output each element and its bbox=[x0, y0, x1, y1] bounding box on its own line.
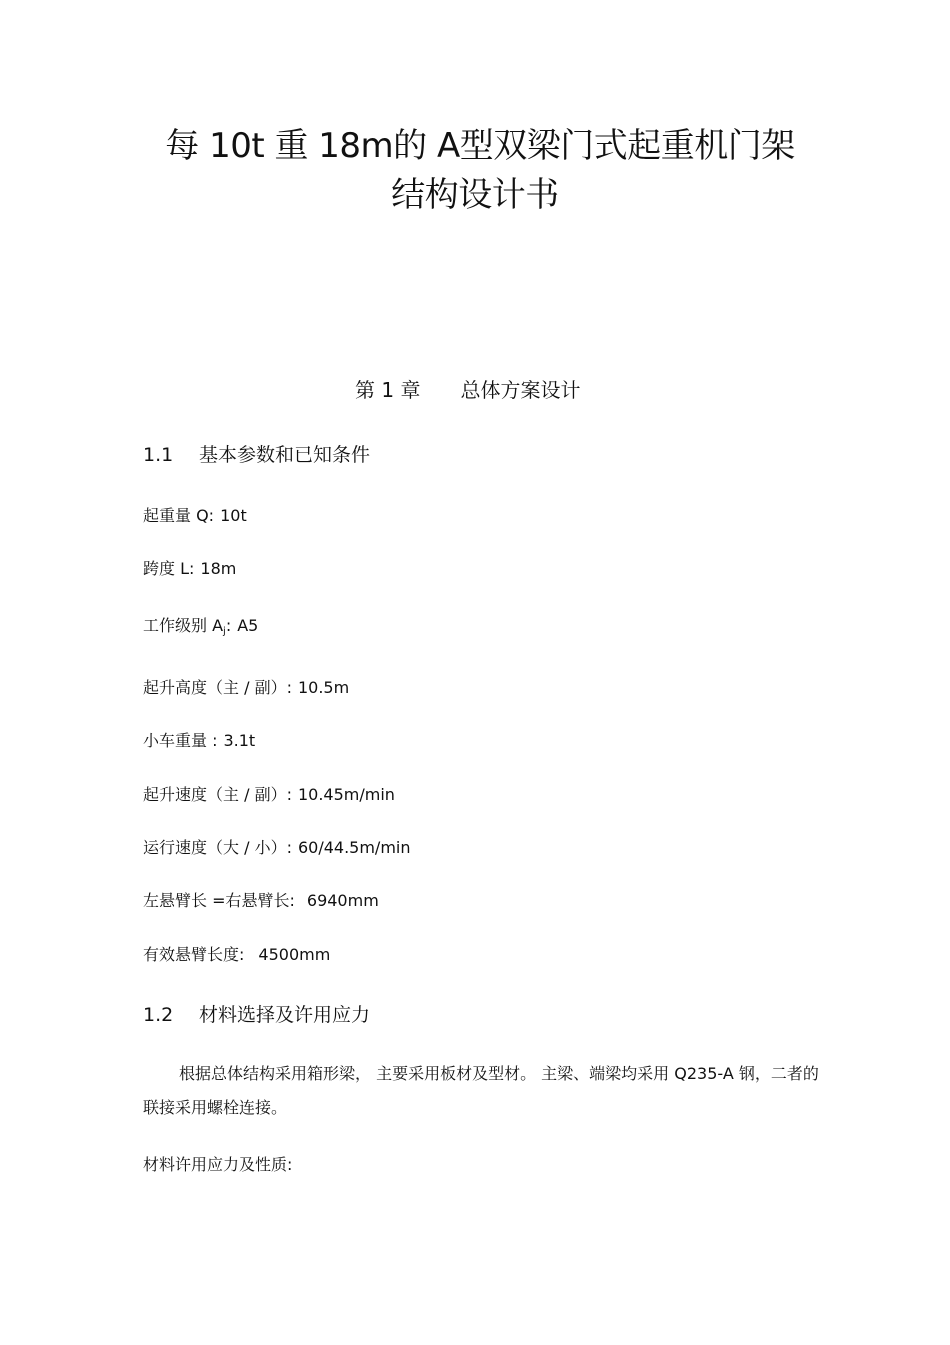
param-label-subscript: j bbox=[223, 626, 226, 637]
param-label: 小车重量 : bbox=[143, 731, 218, 750]
param-value: 10.45m/min bbox=[297, 785, 395, 804]
section-number: 1.2 bbox=[143, 1004, 174, 1026]
param-span bbox=[143, 558, 236, 580]
chapter-title: 总体方案设计 bbox=[460, 378, 581, 402]
param-work-class bbox=[143, 615, 258, 643]
param-label: 运行速度（大 / 小）: bbox=[143, 838, 292, 857]
param-value: 18m bbox=[200, 559, 237, 578]
param-label: 左悬臂长 =右悬臂长: bbox=[143, 891, 295, 910]
param-travel-speed bbox=[143, 837, 411, 859]
chapter-heading bbox=[355, 376, 580, 404]
param-lifting-height bbox=[143, 677, 349, 699]
param-label: 起升速度（主 / 副）: bbox=[143, 785, 292, 804]
document-title-line-1: 每 10t 重 18m的 A型双梁门式起重机门架 bbox=[165, 126, 795, 166]
param-value: A5 bbox=[237, 616, 259, 635]
section-title: 基本参数和已知条件 bbox=[199, 444, 371, 466]
param-lifting-speed bbox=[143, 784, 395, 806]
param-value: 3.1t bbox=[223, 731, 256, 750]
param-label: 有效悬臂长度: bbox=[143, 945, 245, 964]
materials-label: 材料许用应力及性质: bbox=[143, 1155, 293, 1174]
body-paragraph bbox=[143, 1057, 823, 1125]
param-cantilever-length bbox=[143, 890, 379, 912]
paragraph-text: 根据总体结构采用箱形梁， 主要采用板材及型材。 主梁、端梁均采用 Q235-A 钢，二者的联接采用螺栓连接。 bbox=[143, 1064, 819, 1117]
param-label: 工作级别 A bbox=[143, 616, 224, 635]
param-value: 10.5m bbox=[297, 678, 350, 697]
param-value: 4500mm bbox=[258, 945, 331, 964]
section-heading-1-1 bbox=[143, 442, 370, 468]
section-title: 材料选择及许用应力 bbox=[199, 1004, 371, 1026]
param-effective-cantilever bbox=[143, 944, 330, 966]
param-label: 起升高度（主 / 副）: bbox=[143, 678, 292, 697]
param-lifting-capacity bbox=[143, 505, 247, 527]
param-label: 跨度 L: bbox=[143, 559, 195, 578]
param-label: 起重量 Q: bbox=[143, 506, 215, 525]
param-trolley-weight bbox=[143, 730, 255, 752]
param-value: 60/44.5m/min bbox=[297, 838, 411, 857]
param-label-suffix: : bbox=[225, 616, 232, 635]
section-heading-1-2 bbox=[143, 1002, 370, 1028]
param-value: 10t bbox=[220, 506, 247, 525]
section-number: 1.1 bbox=[143, 444, 174, 466]
param-value: 6940mm bbox=[306, 891, 379, 910]
document-title-line-2: 结构设计书 bbox=[391, 175, 559, 215]
chapter-number: 第 1 章 bbox=[355, 378, 421, 402]
